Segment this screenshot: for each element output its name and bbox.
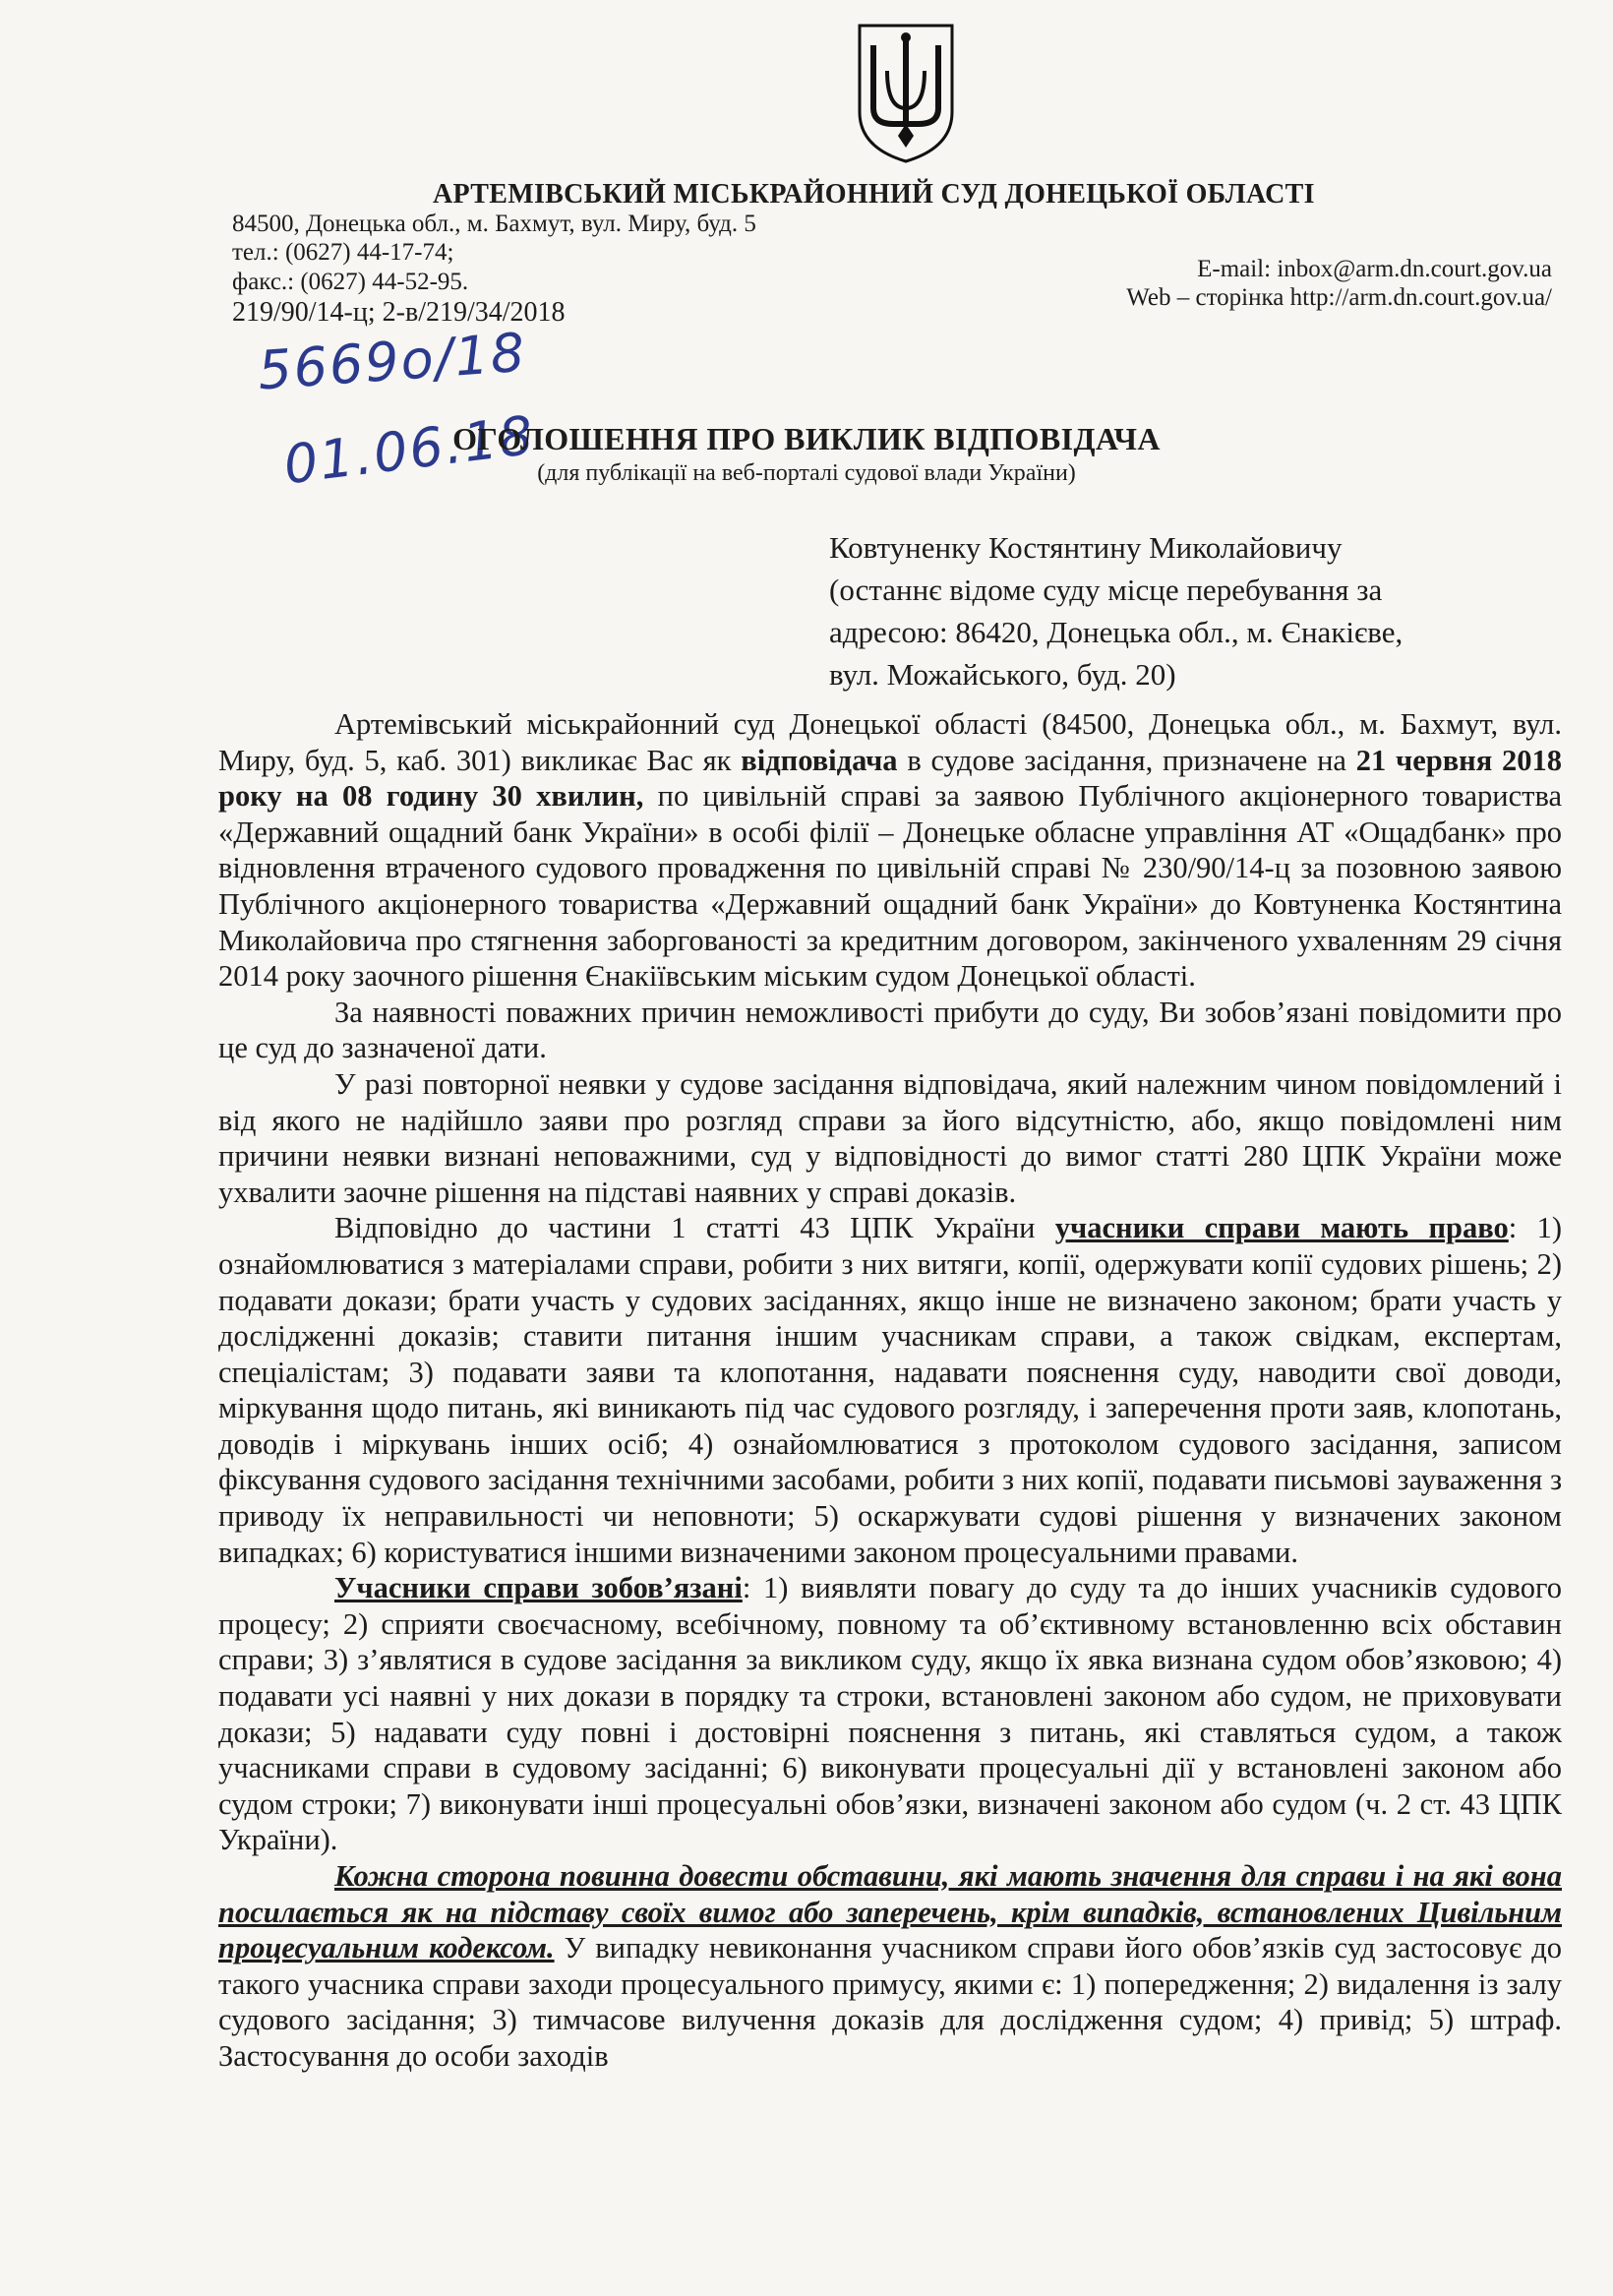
- paragraph-notify: За наявності поважних причин неможливості прибути до суду, Ви зобов’язані повідомити про це суд до зазначеної дати.: [218, 995, 1562, 1065]
- case-number: 219/90/14-ц; 2-в/219/34/2018: [232, 297, 566, 328]
- court-email: E-mail: inbox@arm.dn.court.gov.ua: [1197, 256, 1552, 282]
- text-run: Артемівський міськрайонний суд Донецької області (84500, Донецька обл., м. Бахмут, вул. Миру, буд. 5, каб. 301) викликає Вас як: [218, 707, 1562, 777]
- text-run: Відповідно до частини 1 статті 43 ЦПК України: [334, 1211, 1055, 1245]
- obligations-heading: Учасники справи зобов’язані: [334, 1571, 743, 1605]
- handwritten-date: 01.06.18: [280, 403, 539, 497]
- hearing-date: 21 червня 2018 року на 08 годину 30 хвилин,: [218, 743, 1563, 814]
- handwritten-registration-number: 5669о/18: [256, 321, 529, 402]
- court-phone: тел.: (0627) 44-17-74;: [232, 239, 454, 266]
- addressee-name: Ковтуненку Костянтину Миколайовичу: [829, 530, 1343, 565]
- text-run: У випадку невиконання учасником справи його обов’язків суд застосовує до такого учасника справи заходи процесуального примусу, якими є: 1) попередження; 2) видалення із залу судового засідання; 3) тимчасове вилучення доказів для дослідження судом; 4) привід; 5) штраф. Застосування до особи заходів: [218, 1931, 1562, 2073]
- rights-heading: учасники справи мають право: [1054, 1211, 1509, 1245]
- court-address: 84500, Донецька обл., м. Бахмут, вул. Миру, буд. 5: [232, 211, 756, 237]
- text-run-bold: відповідача: [741, 743, 898, 777]
- document-subtitle: (для публікації на веб-порталі судової влади України): [537, 460, 1076, 486]
- court-fax: факс.: (0627) 44-52-95.: [232, 269, 469, 295]
- addressee-line: (останнє відоме суду місце перебування за: [829, 573, 1383, 607]
- text-run: в судове засідання, призначене на: [897, 743, 1356, 777]
- paragraph-summons: [218, 706, 1562, 995]
- text-run: : 1) виявляти повагу до суду та до інших учасників судового процесу; 2) сприяти своєчасному, всебічному, повному та об’єктивному встановленню всіх обставин справи; 3) з’являтися в судове засідання за викликом суду, якщо їх явка визнана судом обов’язковою; 4) подавати усі наявні у них докази в порядку та строки, встановлені законом або судом, не приховувати докази; 5) надавати суду повні і достовірні пояснення з питань, які ставляться судом, а також учасниками справи в судовому засіданні; 6) виконувати процесуальні дії у встановлені законом або судом строки; 7) виконувати інші процесуальні обов’язки, визначені законом або судом (ч. 2 ст. 43 ЦПК України).: [218, 1571, 1562, 1857]
- court-website: Web – сторінка http://arm.dn.court.gov.ua/: [1126, 284, 1552, 311]
- paragraph-default-judgment: У разі повторної неявки у судове засідання відповідача, який належним чином повідомлений і від якого не надійшло заяви про розгляд справи за його відсутністю, або, якщо повідомлені ним причини неявки визнані неповажними, суд у відповідності до вимог статті 280 ЦПК України може ухвалити заочне рішення на підставі наявних у справі доказів.: [218, 1066, 1562, 1209]
- text-run: : 1) ознайомлюватися з матеріалами справи, робити з них витяги, копії, одержувати копії судових рішень; 2) подавати докази; брати участь у судових засіданнях, якщо інше не визначено законом; брати участь у дослідженні доказів; ставити питання іншим учасникам справи, а також свідкам, експертам, спеціалістам; 3) подавати заяви та клопотання, надавати пояснення суду, наводити свої доводи, міркування щодо питань, які виникають під час судового розгляду, і заперечення проти заяв, клопотань, доводів і міркувань інших осіб; 4) ознайомлюватися з протоколом судового засідання, записом фіксування судового засідання технічними засобами, робити з них копії, подавати письмові зауваження з приводу їх неправильності чи неповноти; 5) оскаржувати судові рішення у визначених законом випадках; 6) користуватися іншими визначеними законом процесуальними правами.: [218, 1211, 1562, 1569]
- notice-body: [218, 706, 1562, 2075]
- document-title: ОГОЛОШЕННЯ ПРО ВИКЛИК ВІДПОВІДАЧА: [452, 421, 1161, 456]
- trident-emblem-icon: [854, 22, 958, 165]
- addressee-block: [829, 526, 1518, 695]
- court-name: АРТЕМІВСЬКИЙ МІСЬКРАЙОННИЙ СУД ДОНЕЦЬКОЇ ОБЛАСТІ: [433, 179, 1315, 210]
- paragraph-obligations: [218, 1570, 1562, 1858]
- addressee-line: вул. Можайського, буд. 20): [829, 657, 1176, 692]
- addressee-line: адресою: 86420, Донецька обл., м. Єнакієве,: [829, 615, 1404, 649]
- paragraph-rights: [218, 1210, 1562, 1570]
- text-run: по цивільній справі за заявою Публічного акціонерного товариства «Державний ощадний банк України» в особі філії – Донецьке обласне управління АТ «Ощадбанк» про відновлення втраченого судового провадження по цивільній справі № 230/90/14-ц за позовною заявою Публічного акціонерного товариства «Державний ощадний банк України» до Ковтуненка Костянтина Миколайовича про стягнення заборгованості за кредитним договором, закінченого ухваленням 29 січня 2014 року заочного рішення Єнакіївським міським судом Донецької області.: [218, 779, 1562, 994]
- paragraph-burden-of-proof: [218, 1858, 1562, 2075]
- burden-of-proof-statement: Кожна сторона повинна довести обставини, які мають значення для справи і на які вона посилається як на підставу своїх вимог або заперечень, крім випадків, встановлених Цивільним процесуальним кодексом.: [218, 1859, 1562, 1965]
